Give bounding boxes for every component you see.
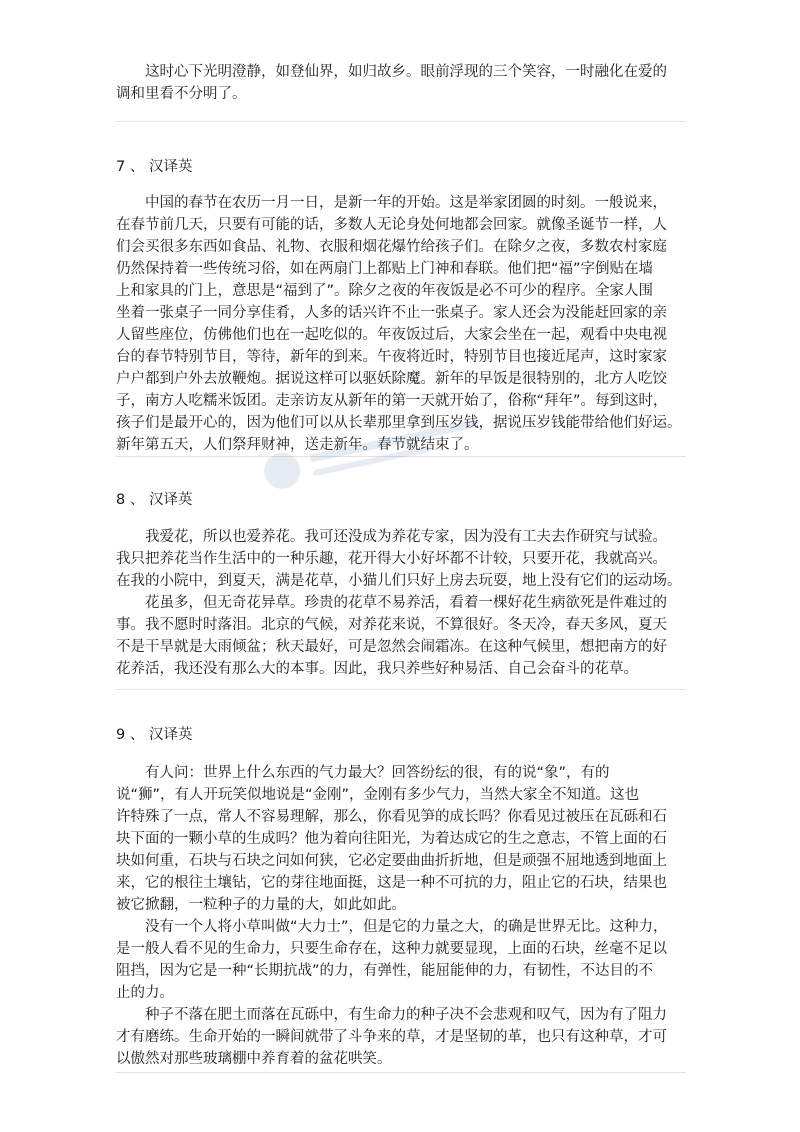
text-line: 上和家具的门上，意思是“福到了”。除夕之夜的年夜饭是必不可少的程序。全家人围 [116, 283, 654, 299]
text-line: 以傲然对那些玻璃棚中养育着的盆花哄笑。 [116, 1051, 392, 1067]
text-line: 花虽多，但无奇花异草。珍贵的花草不易养活，看着一棵好花生病欲死是件难过的 [116, 595, 667, 611]
text-line: 们会买很多东西如食品、礼物、衣服和烟花爆竹给孩子们。在除夕之夜，多数农村家庭 [116, 239, 667, 255]
watermark-logo [250, 410, 510, 490]
text-line: 中国的春节在农历一月一日，是新一年的开始。这是举家团圆的时刻。一般说来， [116, 195, 667, 211]
text-line: 在春节前几天，只要有可能的话，多数人无论身处何地都会回家。就像圣诞节一样，人 [116, 217, 667, 233]
text-line: 花养活，我还没有那么大的本事。因此，我只养些好种易活、自己会奋斗的花草。 [116, 661, 638, 677]
text-line: 这时心下光明澄静，如登仙界，如归故乡。眼前浮现的三个笑容，一时融化在爱的 [116, 64, 667, 80]
text-line: 孩子们是最开心的，因为他们可以从长辈那里拿到压岁钱，据说压岁钱能带给他们好运。 [116, 415, 682, 431]
text-line: 事。我不愿时时落泪。北京的气候，对养花来说，不算很好。冬天冷，春天多风，夏天 [116, 617, 667, 633]
text-line: 才有磨练。生命开始的一瞬间就带了斗争来的草，才是坚韧的革，也只有这种草，才可 [116, 1029, 667, 1045]
text-line: 没有一个人将小草叫做“大力士”，但是它的力量之大，的确是世界无比。这种力， [116, 919, 668, 935]
text-line: 新年第五天，人们祭拜财神，送走新年。春节就结束了。 [116, 437, 479, 453]
text-line: 调和里看不分明了。 [116, 86, 247, 102]
text-line: 人留些座位，仿佛他们也在一起吃似的。年夜饭过后，大家会坐在一起，观看中央电视 [116, 327, 667, 343]
text-line: 子，南方人吃糯米饭团。走亲访友从新年的第一天就开始了，俗称“拜年”。每到这时， [116, 393, 668, 409]
text-line: 户户都到户外去放鞭炮。据说这样可以驱妖除魔。新年的早饭是很特别的，北方人吃饺 [116, 371, 667, 387]
section-divider [116, 689, 686, 690]
text-line: 不是干旱就是大雨倾盆；秋天最好，可是忽然会闹霜冻。在这种气候里，想把南方的好 [116, 639, 667, 655]
text-line: 在我的小院中，到夏天，满是花草，小猫儿们只好上房去玩耍，地上没有它们的运动场。 [116, 573, 682, 589]
section-9-paragraph [116, 916, 686, 1004]
text-line: 来，它的根往土壤钻，它的芽往地面挺，这是一种不可抗的力，阻止它的石块，结果也 [116, 875, 667, 891]
text-line: 我只把养花当作生活中的一种乐趣，花开得大小好坏都不计较，只要开花，我就高兴。 [116, 551, 667, 567]
section-heading-8: 8 、 汉译英 [116, 492, 193, 508]
text-line: 说“狮”，有人开玩笑似地说是“金刚”，金刚有多少气力，当然大家全不知道。这也 [116, 787, 640, 803]
section-9-paragraph [116, 1004, 686, 1070]
text-line: 被它掀翻，一粒种子的力量的大，如此如此。 [116, 897, 406, 913]
section-9-paragraph [116, 762, 686, 916]
text-line: 许特殊了一点，常人不容易理解，那么，你看见笋的成长吗？你看见过被压在瓦砾和石 [116, 809, 667, 825]
text-line: 块如何重，石块与石块之问如何狭，它必定要曲曲折折地，但是顽强不屈地透到地面上 [116, 853, 667, 869]
text-line: 仍然保持着一些传统习俗，如在两扇门上都贴上门神和春联。他们把“福”字倒贴在墙 [116, 261, 654, 277]
text-line: 阻挡，因为它是一种“长期抗战”的力，有弹性，能屈能伸的力，有韧性，不达目的不 [116, 963, 654, 979]
section-divider [116, 1072, 686, 1073]
section-8-paragraph [116, 526, 686, 592]
text-line: 坐着一张桌子一同分享佳肴，人多的话兴许不止一张桌子。家人还会为没能赶回家的亲 [116, 305, 667, 321]
intro-paragraph [116, 61, 686, 105]
text-line: 是一般人看不见的生命力，只要生命存在，这种力就要显现，上面的石块，丝毫不足以 [116, 941, 667, 957]
text-line: 止的力。 [116, 985, 174, 1001]
section-heading-7: 7 、 汉译英 [116, 159, 193, 175]
text-line: 我爱花，所以也爱养花。我可还没成为养花专家，因为没有工夫去作研究与试验。 [116, 529, 667, 545]
section-heading-9: 9 、 汉译英 [116, 727, 193, 743]
text-line: 台的春节特别节目，等待，新年的到来。午夜将近时，特别节目也接近尾声，这时家家 [116, 349, 667, 365]
section-divider [116, 121, 686, 122]
text-line: 种子不落在肥土而落在瓦砾中，有生命力的种子决不会悲观和叹气，因为有了阻力 [116, 1007, 667, 1023]
section-8-paragraph [116, 592, 686, 680]
text-line: 块下面的一颗小草的生成吗？他为着向往阳光，为着达成它的生之意志，不管上面的石 [116, 831, 667, 847]
text-line: 有人问：世界上什么东西的气力最大？回答纷纭的很，有的说“象”，有的 [116, 765, 610, 781]
